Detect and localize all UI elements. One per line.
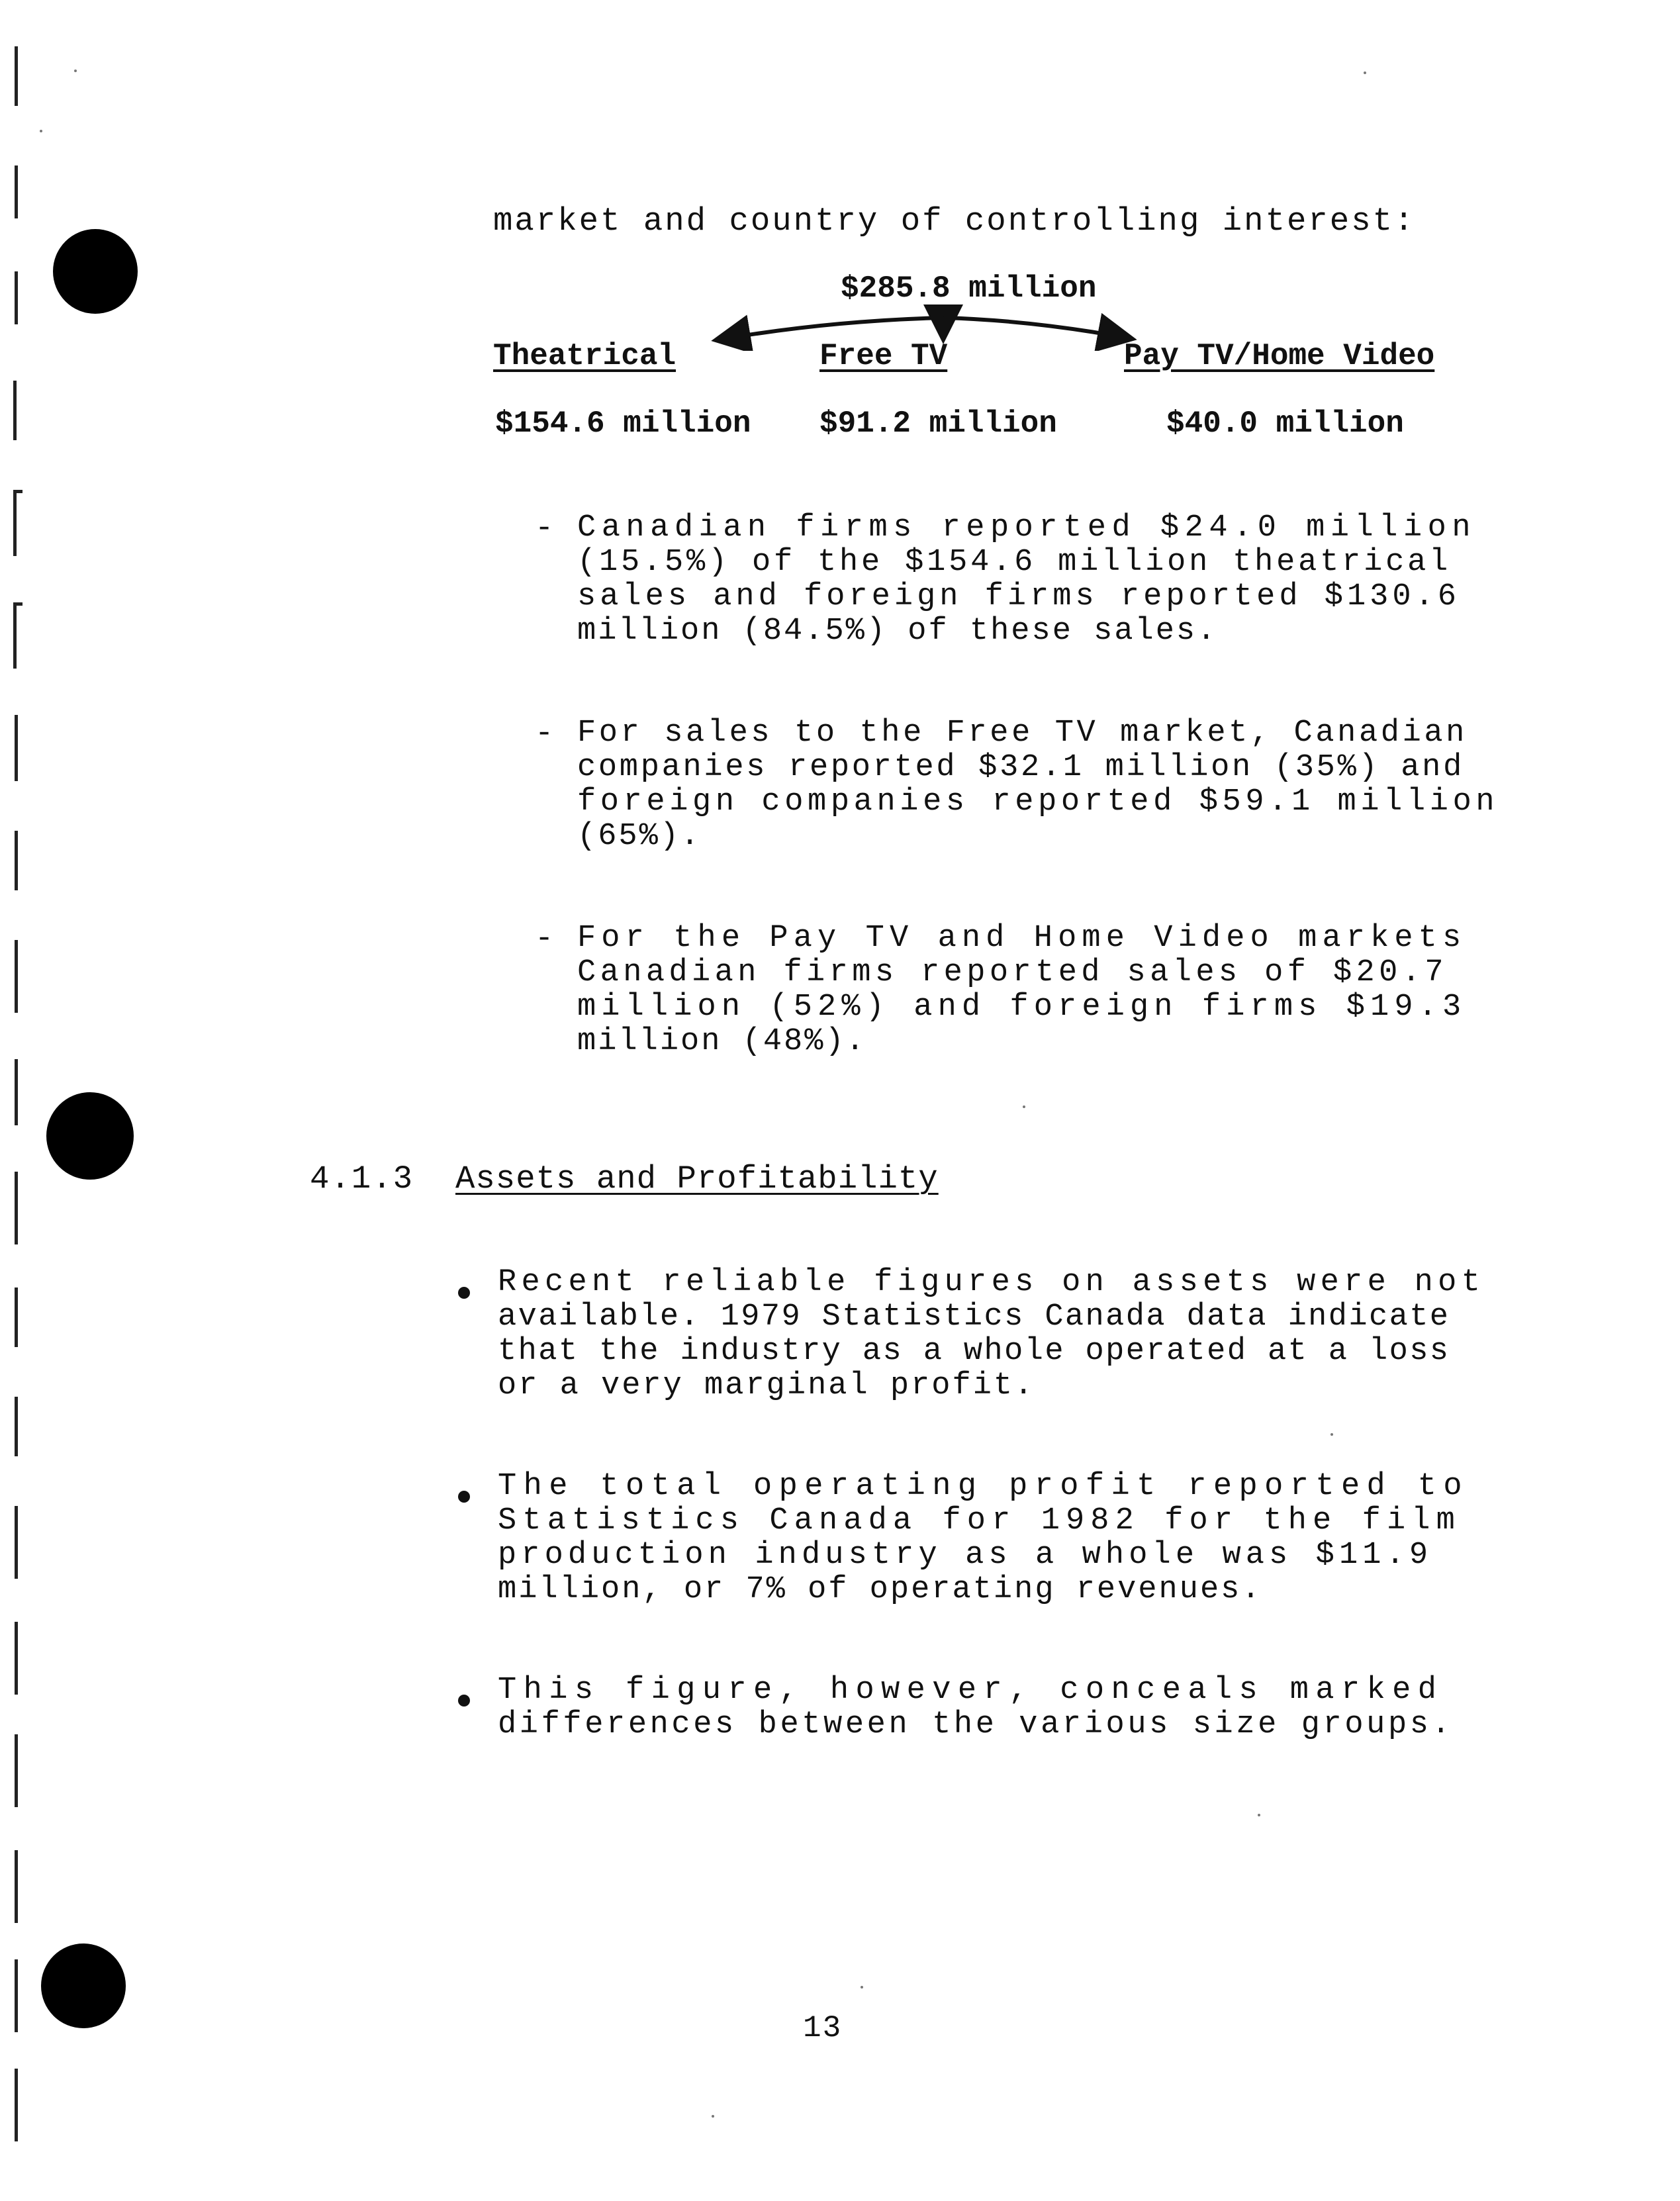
dash-item-text: For the Pay TV and Home Video markets Canadian firms reported sales of $20.7 million (52%) and foreign firms $19.3 million (48%).: [577, 921, 1467, 1059]
category-pay-tv-home-video: Pay TV/Home Video: [1124, 339, 1435, 373]
dash-marker: -: [535, 716, 554, 751]
arrow-to-theatrical: [723, 318, 943, 339]
bullet-dot: [458, 1491, 470, 1503]
category-free-tv: Free TV: [819, 339, 948, 373]
page-number: 13: [803, 2011, 843, 2045]
dash-item-text: For sales to the Free TV market, Canadian companies reported $32.1 million (35%) and foreign companies reported $59.1 million (65%).: [577, 716, 1499, 854]
value-free-tv: $91.2 million: [819, 406, 1057, 441]
bullet-dot: [458, 1287, 470, 1299]
section-title: Assets and Profitability: [455, 1160, 939, 1197]
value-pay-tv-home-video: $40.0 million: [1166, 406, 1404, 441]
dash-marker: -: [535, 921, 554, 957]
bullet-text: This figure, however, conceals marked differences between the various size groups.: [498, 1673, 1454, 1742]
dash-marker: -: [535, 511, 554, 546]
category-theatrical: Theatrical: [493, 339, 677, 373]
arrow-to-pay-tv: [943, 318, 1125, 338]
punch-hole-top: [53, 229, 138, 314]
section-number: 4.1.3: [310, 1160, 414, 1197]
intro-line: market and country of controlling interest:: [493, 203, 1416, 240]
punch-hole-bottom: [41, 1943, 126, 2028]
punch-hole-middle: [46, 1092, 134, 1180]
bullet-text: Recent reliable figures on assets were not available. 1979 Statistics Canada data indicate that the industry as a whole operated at a loss or a very marginal profit.: [498, 1265, 1485, 1403]
diagram-total: $285.8 million: [841, 271, 1097, 306]
bullet-dot: [458, 1695, 470, 1707]
dash-item-text: Canadian firms reported $24.0 million (15.5%) of the $154.6 million theatrical sales and foreign firms reported $130.6 million (84.5%) of these sales.: [577, 510, 1477, 649]
value-theatrical: $154.6 million: [495, 406, 751, 441]
bullet-text: The total operating profit reported to Statistics Canada for 1982 for the film production industry as a whole was $11.9 million, or 7% of operating revenues.: [498, 1469, 1469, 1607]
